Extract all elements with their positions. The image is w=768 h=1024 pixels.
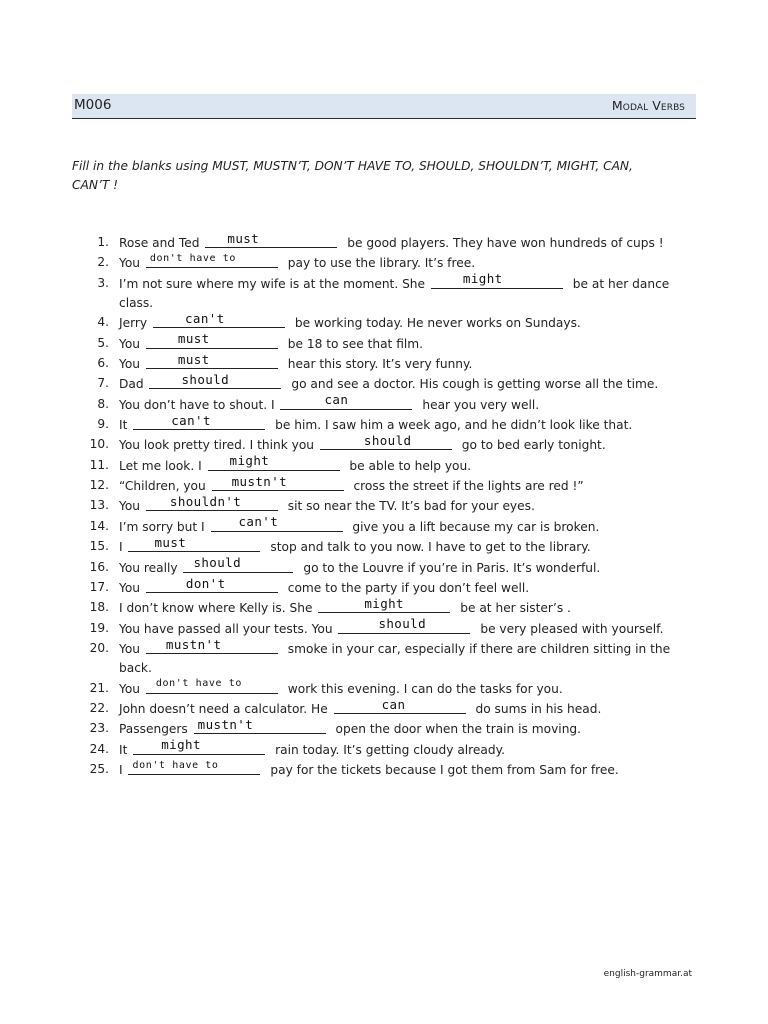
handwritten-answer: might xyxy=(364,595,404,611)
answer-blank[interactable] xyxy=(194,716,326,734)
sentence-end: be very pleased with yourself. xyxy=(480,621,664,636)
handwritten-answer: must xyxy=(227,230,260,246)
sentence-end: go and see a doctor. His cough is getting worse all the time. xyxy=(291,377,659,392)
sentence-end: go to bed early tonight. xyxy=(461,438,606,453)
exercise-item xyxy=(72,473,692,496)
answer-blank[interactable] xyxy=(320,435,452,450)
sentence-end: open the door when the train is moving. xyxy=(335,722,582,737)
answer-blank[interactable] xyxy=(133,737,265,755)
handwritten-answer: should xyxy=(181,372,230,388)
sentence-end: rain today. It’s getting cloudy already. xyxy=(275,742,505,757)
exercise-number: 12. xyxy=(89,478,109,493)
worksheet-header xyxy=(72,94,696,119)
sentence-start: I xyxy=(119,762,123,777)
exercise-list xyxy=(72,230,692,780)
handwritten-answer: shouldn't xyxy=(169,494,242,510)
answer-blank[interactable] xyxy=(146,351,278,369)
handwritten-answer: mustn't xyxy=(231,473,288,489)
handwritten-answer: don't have to xyxy=(132,759,219,771)
answer-blank[interactable] xyxy=(146,331,278,349)
answer-blank[interactable] xyxy=(133,412,265,430)
exercise-item xyxy=(72,271,692,314)
exercise-number: 3. xyxy=(97,275,109,290)
exercise-number: 13. xyxy=(89,498,109,513)
sentence-start: Let me look. I xyxy=(119,458,202,473)
sentence-start: You xyxy=(119,641,141,656)
exercise-number: 15. xyxy=(89,539,109,554)
answer-blank[interactable] xyxy=(334,696,466,714)
handwritten-answer: should xyxy=(363,433,412,449)
handwritten-answer: must xyxy=(154,534,187,550)
exercise-item xyxy=(72,696,692,719)
sentence-start: I’m not sure where my wife is at the moment. She xyxy=(119,276,426,291)
handwritten-answer: mustn't xyxy=(165,636,222,652)
sentence-start: Rose and Ted xyxy=(119,236,200,250)
answer-blank[interactable] xyxy=(146,679,278,694)
sentence-start: You really xyxy=(119,560,178,575)
handwritten-answer: can't xyxy=(171,412,211,428)
answer-blank[interactable] xyxy=(183,555,293,573)
exercise-item xyxy=(72,496,692,516)
sentence-end: smoke in your car, especially if there are children sitting in the back. xyxy=(119,641,671,676)
sentence-start: Passengers xyxy=(119,722,188,737)
exercise-item xyxy=(72,453,692,476)
handwritten-answer: must xyxy=(177,331,210,347)
exercise-item xyxy=(72,555,692,578)
answer-blank[interactable] xyxy=(146,575,278,593)
answer-blank[interactable] xyxy=(153,313,285,328)
exercise-number: 25. xyxy=(89,761,109,776)
answer-blank[interactable] xyxy=(212,473,344,491)
answer-blank[interactable] xyxy=(128,534,260,552)
handwritten-answer: might xyxy=(462,271,503,287)
exercise-number: 17. xyxy=(89,579,109,594)
sentence-end: pay to use the library. It’s free. xyxy=(287,256,476,271)
worksheet-title: Modal Verbs xyxy=(611,98,685,113)
handwritten-answer: can't xyxy=(238,514,279,530)
answer-blank[interactable] xyxy=(280,392,412,410)
answer-blank[interactable] xyxy=(205,230,337,248)
handwritten-answer: can xyxy=(381,696,406,712)
exercise-number: 18. xyxy=(89,600,109,615)
sentence-end: sit so near the TV. It’s bad for your eyes. xyxy=(287,499,535,514)
sentence-end: be at her sister’s . xyxy=(460,601,571,616)
sentence-start: Jerry xyxy=(119,316,148,331)
exercise-number: 2. xyxy=(97,255,109,270)
sentence-end: be 18 to see that film. xyxy=(287,336,424,351)
sentence-start: “Children, you xyxy=(119,479,206,494)
answer-blank[interactable] xyxy=(149,374,281,389)
sentence-end: be him. I saw him a week ago, and he didn’t look like that. xyxy=(275,418,633,433)
sentence-end: work this evening. I can do the tasks for you. xyxy=(287,681,563,696)
sentence-start: You xyxy=(119,256,141,271)
sentence-end: come to the party if you don’t feel well. xyxy=(287,580,530,595)
sentence-start: You don’t have to shout. I xyxy=(119,397,275,412)
answer-blank[interactable] xyxy=(338,616,470,634)
exercise-item xyxy=(72,534,692,557)
answer-blank[interactable] xyxy=(146,496,278,511)
sentence-start: You xyxy=(119,681,141,696)
exercise-number: 22. xyxy=(89,700,109,715)
sentence-start: You xyxy=(119,499,141,514)
exercise-item xyxy=(72,760,692,780)
sentence-start: You xyxy=(119,580,141,595)
sentence-end: be working today. He never works on Sundays. xyxy=(294,316,581,331)
handwritten-answer: must xyxy=(177,351,210,367)
sentence-start: John doesn’t need a calculator. He xyxy=(119,701,328,716)
exercise-item xyxy=(72,392,692,415)
handwritten-answer: can't xyxy=(185,311,225,327)
handwritten-answer: don't have to xyxy=(155,678,242,690)
answer-blank[interactable] xyxy=(318,595,450,613)
sentence-start: You look pretty tired. I think you xyxy=(119,438,315,453)
exercise-number: 23. xyxy=(89,721,109,736)
sentence-start: I’m sorry but I xyxy=(119,519,205,534)
exercise-item xyxy=(72,351,692,374)
sentence-start: You have passed all your tests. You xyxy=(119,621,333,636)
exercise-number: 5. xyxy=(97,335,109,350)
exercise-number: 9. xyxy=(97,417,109,432)
answer-blank[interactable] xyxy=(208,453,340,471)
exercise-item xyxy=(72,331,692,354)
handwritten-answer: mustn't xyxy=(197,716,254,732)
sentence-start: You xyxy=(119,357,141,372)
exercise-number: 14. xyxy=(89,518,109,533)
handwritten-answer: might xyxy=(161,737,201,753)
answer-blank[interactable] xyxy=(146,253,278,268)
sentence-end: cross the street if the lights are red !” xyxy=(353,479,584,494)
exercise-number: 16. xyxy=(89,559,109,574)
exercise-number: 8. xyxy=(97,396,109,411)
sentence-start: I don’t know where Kelly is. She xyxy=(119,601,313,616)
exercise-number: 7. xyxy=(97,376,109,391)
answer-blank[interactable] xyxy=(146,636,278,654)
sentence-end: be good players. They have won hundreds of cups ! xyxy=(347,236,664,250)
instructions: Fill in the blanks using MUST, MUSTN’T, DON’T HAVE TO, SHOULD, SHOULDN’T, MIGHT, CAN, CAN’T ! xyxy=(72,159,633,192)
answer-blank[interactable] xyxy=(211,514,343,532)
exercise-number: 21. xyxy=(89,680,109,695)
sentence-start: I xyxy=(119,540,123,555)
sentence-end: stop and talk to you now. I have to get to the library. xyxy=(270,540,591,555)
footer-site: english-grammar.at xyxy=(603,969,692,979)
exercise-item xyxy=(72,435,692,455)
handwritten-answer: don't have to xyxy=(149,253,236,264)
handwritten-answer: might xyxy=(229,453,270,469)
sentence-end: be able to help you. xyxy=(349,458,472,473)
sentence-end: hear this story. It’s very funny. xyxy=(287,357,473,372)
sentence-end: do sums in his head. xyxy=(475,701,602,716)
sentence-start: You xyxy=(119,336,141,351)
handwritten-answer: can xyxy=(324,392,349,408)
handwritten-answer: should xyxy=(193,555,242,571)
exercise-item xyxy=(72,313,692,333)
answer-blank[interactable] xyxy=(128,760,260,775)
sentence-start: It xyxy=(119,418,128,433)
sentence-start: It xyxy=(119,742,128,757)
exercise-number: 4. xyxy=(97,315,109,330)
sentence-end: go to the Louvre if you’re in Paris. It’s wonderful. xyxy=(303,560,601,575)
exercise-item xyxy=(72,253,692,273)
worksheet-code: M006 xyxy=(74,97,112,113)
exercise-item xyxy=(72,374,692,394)
sentence-start: Dad xyxy=(119,377,144,392)
exercise-number: 20. xyxy=(89,640,109,655)
sentence-end: be at her dance class. xyxy=(119,276,670,311)
exercise-number: 10. xyxy=(89,437,109,452)
exercise-number: 24. xyxy=(89,741,109,756)
exercise-number: 6. xyxy=(97,356,109,371)
handwritten-answer: don't xyxy=(185,575,226,591)
answer-blank[interactable] xyxy=(431,271,563,289)
exercise-number: 11. xyxy=(89,457,109,472)
handwritten-answer: should xyxy=(378,616,427,632)
sentence-end: hear you very well. xyxy=(422,397,540,412)
exercise-number: 19. xyxy=(89,620,109,635)
sentence-end: pay for the tickets because I got them from Sam for free. xyxy=(270,762,619,777)
exercise-item xyxy=(72,636,692,679)
sentence-end: give you a lift because my car is broken. xyxy=(352,519,600,534)
exercise-number: 1. xyxy=(97,235,109,249)
